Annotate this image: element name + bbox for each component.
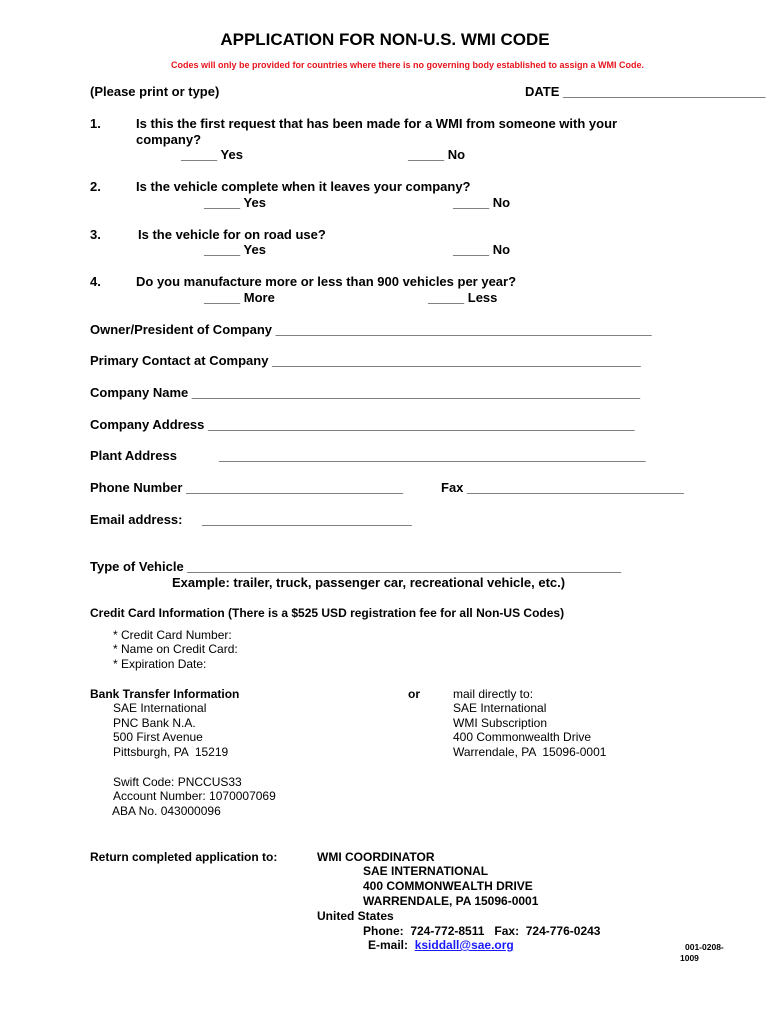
vehicle-type-example: Example: trailer, truck, passenger car, recreational vehicle, etc.) bbox=[172, 575, 566, 590]
question-text: Do you manufacture more or less than 900 vehicles per year? bbox=[136, 274, 517, 289]
answer-yes[interactable]: _____ Yes bbox=[181, 147, 243, 162]
return-city: WARRENDALE, PA 15096-0001 bbox=[363, 894, 539, 908]
bank-line: SAE International bbox=[113, 701, 207, 715]
answer-yes[interactable]: _____ Yes bbox=[204, 242, 266, 257]
primary-contact-field[interactable]: Primary Contact at Company ___________________________________________________ bbox=[90, 353, 641, 368]
fax-field[interactable]: Fax ______________________________ bbox=[441, 480, 684, 495]
answer-no[interactable]: _____ No bbox=[453, 242, 511, 257]
bank-line: PNC Bank N.A. bbox=[113, 716, 196, 730]
bank-line: 500 First Avenue bbox=[113, 730, 203, 744]
answer-less[interactable]: _____ Less bbox=[428, 290, 498, 305]
answer-no[interactable]: _____ No bbox=[453, 195, 511, 210]
return-label: Return completed application to: bbox=[90, 850, 278, 864]
question-number: 1. bbox=[90, 116, 101, 131]
email-label: Email address: bbox=[90, 512, 183, 527]
question-number: 3. bbox=[90, 227, 101, 242]
company-address-field[interactable]: Company Address ___________________________________________________________ bbox=[90, 417, 635, 432]
question-text-cont: company? bbox=[136, 132, 202, 147]
bank-transfer-heading: Bank Transfer Information bbox=[90, 687, 240, 701]
company-name-field[interactable]: Company Name ______________________________________________________________ bbox=[90, 385, 641, 400]
return-country: United States bbox=[317, 909, 394, 923]
phone-field[interactable]: Phone Number ______________________________ bbox=[90, 480, 403, 495]
question-text: Is the vehicle for on road use? bbox=[138, 227, 326, 242]
question-text: Is this the first request that has been made for a WMI from someone with your bbox=[136, 116, 618, 131]
mail-line: mail directly to: bbox=[453, 687, 534, 701]
owner-field[interactable]: Owner/President of Company ____________________________________________________ bbox=[90, 322, 652, 337]
plant-address-field[interactable]: ___________________________________________________________ bbox=[219, 448, 646, 463]
mail-line: Warrendale, PA 15096-0001 bbox=[453, 745, 607, 759]
credit-card-name: * Name on Credit Card: bbox=[113, 642, 238, 656]
return-email-row bbox=[368, 938, 514, 952]
email-link[interactable]: ksiddall@sae.org bbox=[414, 938, 514, 952]
aba-number: ABA No. 043000096 bbox=[112, 804, 221, 818]
question-number: 4. bbox=[90, 274, 101, 289]
or-label: or bbox=[408, 687, 420, 701]
email-field[interactable]: _____________________________ bbox=[202, 512, 412, 527]
credit-card-number: * Credit Card Number: bbox=[113, 628, 232, 642]
return-phone-fax: Phone: 724-772-8511 Fax: 724-776-0243 bbox=[363, 924, 601, 938]
answer-yes[interactable]: _____ Yes bbox=[204, 195, 266, 210]
form-code: 001-0208- bbox=[685, 942, 724, 952]
swift-code: Swift Code: PNCCUS33 bbox=[113, 775, 242, 789]
mail-line: SAE International bbox=[453, 701, 547, 715]
credit-card-heading: Credit Card Information (There is a $525 USD registration fee for all Non-US Codes) bbox=[90, 606, 565, 620]
account-number: Account Number: 1070007069 bbox=[113, 789, 276, 803]
return-org: SAE INTERNATIONAL bbox=[363, 864, 489, 878]
subtitle-notice: Codes will only be provided for countries where there is no governing body established to assign a WMI Code. bbox=[170, 60, 645, 70]
question-number: 2. bbox=[90, 179, 101, 194]
mail-line: 400 Commonwealth Drive bbox=[453, 730, 592, 744]
mail-line: WMI Subscription bbox=[453, 716, 548, 730]
bank-line: Pittsburgh, PA 15219 bbox=[113, 745, 229, 759]
date-field[interactable]: DATE ____________________________ bbox=[525, 84, 766, 99]
plant-address-label: Plant Address bbox=[90, 448, 177, 463]
vehicle-type-field[interactable]: Type of Vehicle ____________________________________________________________ bbox=[90, 559, 622, 574]
form-code-cont: 1009 bbox=[680, 953, 699, 963]
return-street: 400 COMMONWEALTH DRIVE bbox=[363, 879, 533, 893]
email-label: E-mail: bbox=[368, 938, 415, 952]
credit-card-expiration: * Expiration Date: bbox=[113, 657, 207, 671]
page-title: APPLICATION FOR NON-U.S. WMI CODE bbox=[220, 30, 550, 49]
answer-no[interactable]: _____ No bbox=[408, 147, 466, 162]
answer-more[interactable]: _____ More bbox=[204, 290, 275, 305]
return-coordinator: WMI COORDINATOR bbox=[317, 850, 435, 864]
print-note: (Please print or type) bbox=[90, 84, 220, 99]
question-text: Is the vehicle complete when it leaves your company? bbox=[136, 179, 471, 194]
